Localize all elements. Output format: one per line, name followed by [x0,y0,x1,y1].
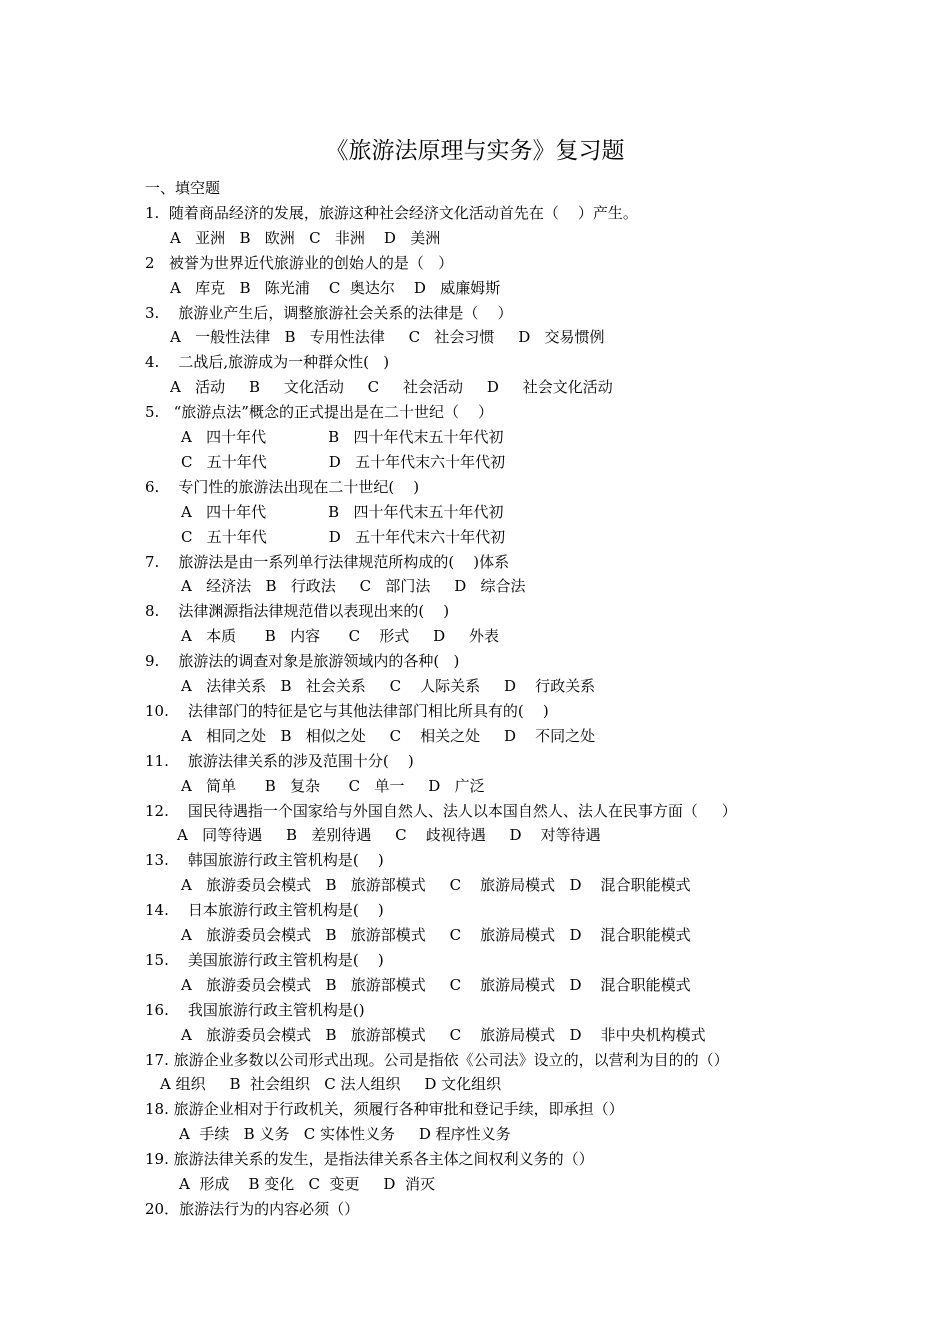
question-text: 16. 我国旅游行政主管机构是() [145,1001,365,1019]
answer-options: A 法律关系 B 社会关系 C 人际关系 D 行政关系 [181,677,596,695]
answer-options: A 库克 B 陈光浦 C 奥达尔 D 威廉姆斯 [170,279,501,297]
answer-options: A 本质 B 内容 C 形式 D 外表 [181,627,499,645]
question-text: 10. 法律部门的特征是它与其他法律部门相比所具有的( ) [145,702,549,720]
question-text: 19. 旅游法律关系的发生，是指法律关系各主体之间权利义务的（） [145,1150,594,1168]
answer-options: A 旅游委员会模式 B 旅游部模式 C 旅游局模式 D 混合职能模式 [181,926,691,944]
answer-options: A 相同之处 B 相似之处 C 相关之处 D 不同之处 [181,727,596,745]
answer-options: A 旅游委员会模式 B 旅游部模式 C 旅游局模式 D 混合职能模式 [181,876,691,894]
answer-options: C 五十年代 D 五十年代末六十年代初 [181,528,506,546]
question-text: 18. 旅游企业相对于行政机关，须履行各种审批和登记手续，即承担（） [145,1100,624,1118]
question-text: 13. 韩国旅游行政主管机构是( ) [145,851,384,869]
answer-options: A 组织 B 社会组织 C 法人组织 D 文化组织 [160,1075,502,1093]
question-text: 9. 旅游法的调查对象是旅游领域内的各种( ) [145,652,460,670]
answer-options: A 简单 B 复杂 C 单一 D 广泛 [181,777,485,795]
answer-options: A 旅游委员会模式 B 旅游部模式 C 旅游局模式 D 混合职能模式 [181,976,691,994]
question-text: 8. 法律渊源指法律规范借以表现出来的( ) [145,602,450,620]
question-text: 1. 随着商品经济的发展，旅游这种社会经济文化活动首先在（ ）产生。 [145,204,638,222]
question-text: 11. 旅游法律关系的涉及范围十分( ) [145,752,414,770]
answer-options: A 同等待遇 B 差别待遇 C 歧视待遇 D 对等待遇 [177,826,601,844]
section-heading: 一、填空题 [145,179,221,197]
question-text: 3. 旅游业产生后，调整旅游社会关系的法律是（ ） [145,304,513,322]
question-text: 15. 美国旅游行政主管机构是( ) [145,951,384,969]
answer-options: A 手续 B 义务 C 实体性义务 D 程序性义务 [179,1125,511,1143]
document-title: 《旅游法原理与实务》复习题 [325,138,625,164]
answer-options: A 一般性法律 B 专用性法律 C 社会习惯 D 交易惯例 [170,328,605,346]
question-text: 2 被誉为世界近代旅游业的创始人的是（ ） [145,254,454,272]
question-text: 14. 日本旅游行政主管机构是( ) [145,901,384,919]
answer-options: A 活动 B 文化活动 C 社会活动 D 社会文化活动 [170,378,613,396]
question-text: 7. 旅游法是由一系列单行法律规范所构成的( )体系 [145,553,510,571]
answer-options: A 亚洲 B 欧洲 C 非洲 D 美洲 [170,229,441,247]
answer-options: C 五十年代 D 五十年代末六十年代初 [181,453,506,471]
question-text: 17. 旅游企业多数以公司形式出现。公司是指依《公司法》设立的，以营利为目的的（） [145,1051,729,1069]
question-text: 6. 专门性的旅游法出现在二十世纪( ) [145,478,420,496]
question-text: 4. 二战后,旅游成为一种群众性( ) [145,353,390,371]
question-text: 20．旅游法行为的内容必须（） [145,1200,360,1218]
answer-options: A 经济法 B 行政法 C 部门法 D 综合法 [181,577,526,595]
answer-options: A 形成 B 变化 C 变更 D 消灭 [179,1175,435,1193]
answer-options: A 旅游委员会模式 B 旅游部模式 C 旅游局模式 D 非中央机构模式 [181,1026,706,1044]
question-text: 12. 国民待遇指一个国家给与外国自然人、法人以本国自然人、法人在民事方面（ ） [145,802,737,820]
answer-options: A 四十年代 B 四十年代末五十年代初 [181,428,504,446]
question-text: 5. “旅游点法”概念的正式提出是在二十世纪（ ） [145,403,494,421]
answer-options: A 四十年代 B 四十年代末五十年代初 [181,503,504,521]
